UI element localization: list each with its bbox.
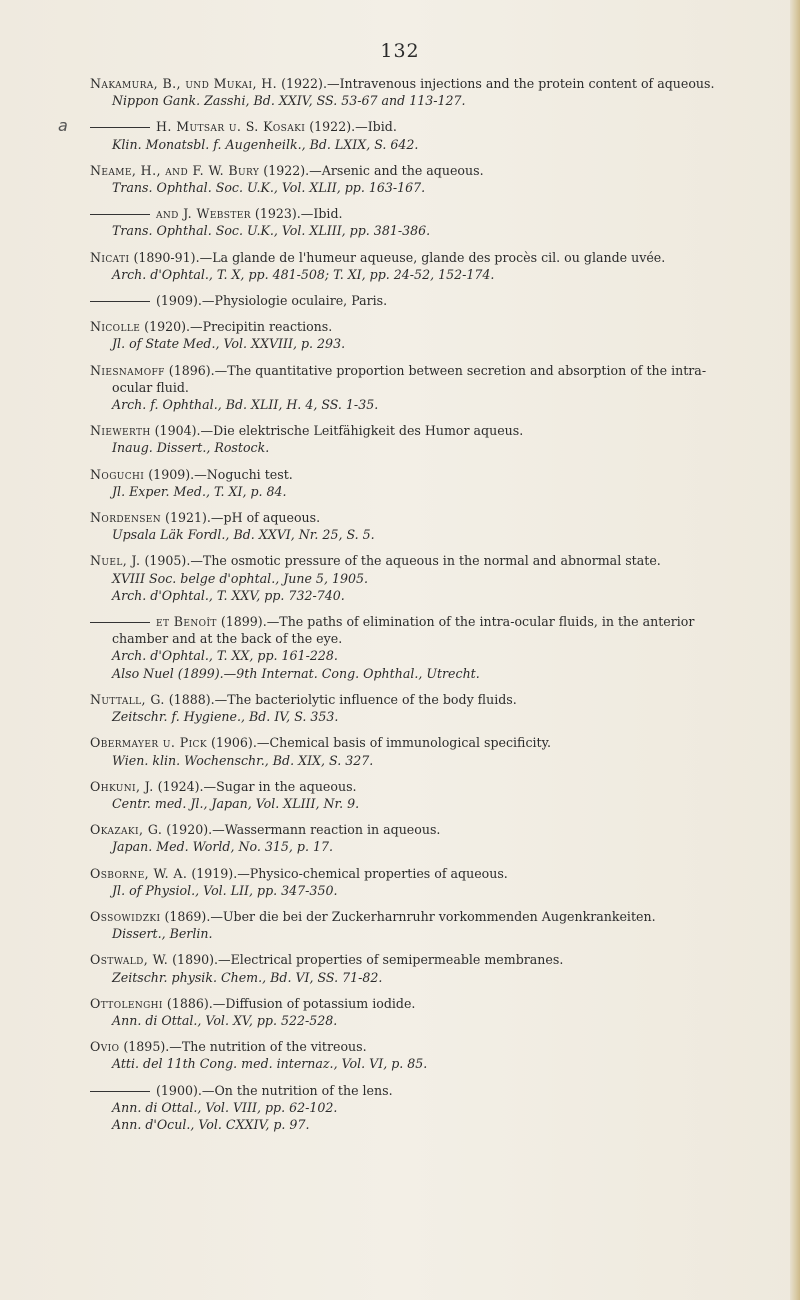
reference-title: (1909).—Physiologie oculaire, Paris. (156, 293, 388, 309)
reference-entry (90, 422, 715, 456)
reference-citation (90, 466, 715, 483)
reference-source: Zeitschr. physik. Chem., Bd. VI, SS. 71-82. (112, 969, 383, 985)
reference-entry (90, 75, 715, 109)
reference-citation (90, 613, 715, 647)
ditto-dash (90, 301, 150, 302)
reference-citation (90, 691, 715, 708)
reference-source: Arch. d'Ophtal., T. X, pp. 481-508; T. XI, pp. 24-52, 152-174. (112, 266, 495, 282)
reference-source: XVIII Soc. belge d'ophtal., June 5, 1905. (112, 570, 369, 586)
reference-entry (90, 292, 715, 309)
reference-citation (90, 205, 715, 222)
reference-entry (90, 362, 715, 414)
reference-author: and J. Webster (156, 206, 251, 222)
reference-author: Nicolle (90, 319, 141, 335)
reference-author: Okazaki, G. (90, 822, 163, 838)
reference-author: Nordensen (90, 510, 162, 526)
page-edge (790, 0, 800, 1300)
reference-citation (90, 951, 715, 968)
ditto-dash (90, 1091, 150, 1092)
reference-entry (90, 951, 715, 985)
reference-citation (90, 75, 715, 92)
reference-entry (90, 778, 715, 812)
reference-citation (90, 1038, 715, 1055)
reference-citation (90, 995, 715, 1012)
reference-author: Nicati (90, 249, 130, 265)
reference-author: Ohkuni, J. (90, 778, 154, 794)
reference-author: Ovio (90, 1039, 120, 1055)
reference-source: Zeitschr. f. Hygiene., Bd. IV, S. 353. (112, 709, 339, 725)
reference-entry (90, 509, 715, 543)
reference-title: (1886).—Diffusion of potassium iodide. (162, 995, 416, 1011)
reference-source: Arch. d'Ophtal., T. XXV, pp. 732-740. (112, 587, 345, 603)
reference-entry (90, 1038, 715, 1072)
reference-citation (90, 292, 715, 309)
reference-entry (90, 821, 715, 855)
reference-entry (90, 162, 715, 196)
reference-citation (90, 865, 715, 882)
reference-author: et Benoît (156, 614, 217, 630)
reference-source: Atti. del 11th Cong. med. internaz., Vol. VI, p. 85. (112, 1056, 428, 1072)
reference-title: (1900).—On the nutrition of the lens. (156, 1082, 393, 1098)
reference-entry (90, 318, 715, 352)
reference-source: Jl. Exper. Med., T. XI, p. 84. (112, 483, 287, 499)
reference-author: Nuttall, G. (90, 691, 165, 707)
reference-title: (1920).—Wassermann reaction in aqueous. (162, 822, 441, 838)
reference-title: (1869).—Uber die bei der Zuckerharnruhr vorkommenden Augenkrankeiten. (160, 908, 656, 924)
reference-citation (90, 318, 715, 335)
ditto-dash (90, 622, 150, 623)
reference-source: Klin. Monatsbl. f. Augenheilk., Bd. LXIX, S. 642. (112, 136, 419, 152)
reference-entry (90, 995, 715, 1029)
reference-entry (90, 118, 715, 152)
reference-citation (90, 908, 715, 925)
reference-title: (1920).—Precipitin reactions. (140, 319, 333, 335)
reference-citation (90, 1082, 715, 1099)
reference-author: Ossowidzki (90, 908, 161, 924)
reference-source: Trans. Ophthal. Soc. U.K., Vol. XLIII, pp. 381-386. (112, 223, 431, 239)
page-number: 132 (380, 40, 420, 62)
reference-entry (90, 691, 715, 725)
reference-entry (90, 466, 715, 500)
reference-title: (1922).—Arsenic and the aqueous. (259, 162, 484, 178)
reference-title: (1919).—Physico-chemical properties of aqueous. (187, 865, 508, 881)
reference-source: Dissert., Berlin. (112, 926, 213, 942)
ditto-dash (90, 127, 150, 128)
reference-source: Wien. klin. Wochenschr., Bd. XIX, S. 327. (112, 752, 374, 768)
reference-source: Arch. f. Ophthal., Bd. XLII, H. 4, SS. 1-35. (112, 397, 379, 413)
reference-source: Ann. di Ottal., Vol. VIII, pp. 62-102. (112, 1099, 338, 1115)
reference-author: Neame, H., and F. W. Bury (90, 162, 260, 178)
reference-citation (90, 734, 715, 751)
reference-source: Nippon Gank. Zasshi, Bd. XXIV, SS. 53-67 and 113-127. (112, 93, 466, 109)
reference-citation (90, 778, 715, 795)
reference-source: Also Nuel (1899).—9th Internat. Cong. Ophthal., Utrecht. (112, 665, 480, 681)
reference-citation (90, 821, 715, 838)
reference-list (90, 75, 715, 1142)
reference-entry (90, 205, 715, 239)
reference-author: Osborne, W. A. (90, 865, 188, 881)
reference-author: Ostwald, W. (90, 952, 169, 968)
reference-title: (1888).—The bacteriolytic influence of the body fluids. (164, 691, 517, 707)
reference-title: (1922).—Intravenous injections and the protein content of aqueous. (277, 76, 715, 91)
reference-title: (1922).—Ibid. (305, 119, 397, 135)
reference-author: H. Mutsar u. S. Kosaki (156, 119, 306, 135)
reference-title: (1924).—Sugar in the aqueous. (153, 778, 357, 794)
reference-source: Trans. Ophthal. Soc. U.K., Vol. XLII, pp. 163-167. (112, 180, 426, 196)
reference-source: Inaug. Dissert., Rostock. (112, 440, 270, 456)
reference-author: Nuel, J. (90, 553, 141, 569)
reference-author: Ottolenghi (90, 995, 163, 1011)
reference-source: Centr. med. Jl., Japan, Vol. XLIII, Nr. 9. (112, 795, 360, 811)
reference-citation (90, 249, 715, 266)
reference-entry (90, 908, 715, 942)
reference-title: (1905).—The osmotic pressure of the aqueous in the normal and abnormal state. (140, 553, 661, 569)
reference-citation (90, 162, 715, 179)
reference-author: Noguchi (90, 466, 145, 482)
reference-author: Obermayer u. Pick (90, 735, 207, 751)
ditto-dash (90, 214, 150, 215)
reference-entry (90, 865, 715, 899)
reference-title: (1906).—Chemical basis of immunological specificity. (206, 735, 552, 751)
reference-title: (1895).—The nutrition of the vitreous. (119, 1039, 367, 1055)
reference-title: (1890-91).—La glande de l'humeur aqueuse, glande des procès cil. ou glande uvée. (129, 249, 666, 265)
reference-title: (1899).—The paths of elimination of the intra-ocular fluids, in the anterior chamber and at the back of the eye. (112, 614, 695, 647)
reference-entry (90, 1082, 715, 1134)
reference-entry (90, 613, 715, 682)
reference-author: Niesnamoff (90, 362, 165, 378)
reference-entry (90, 734, 715, 768)
reference-citation (90, 422, 715, 439)
margin-annotation: a (58, 116, 68, 135)
reference-title: (1896).—The quantitative proportion between secretion and absorption of the intra-ocular fluid. (112, 362, 707, 395)
reference-source: Jl. of State Med., Vol. XXVIII, p. 293. (112, 336, 346, 352)
reference-title: (1904).—Die elektrische Leitfähigkeit des Humor aqueus. (150, 423, 524, 439)
reference-source: Ann. d'Ocul., Vol. CXXIV, p. 97. (112, 1116, 310, 1132)
reference-source: Arch. d'Ophtal., T. XX, pp. 161-228. (112, 648, 338, 664)
reference-citation (90, 509, 715, 526)
reference-title: (1909).—Noguchi test. (144, 466, 293, 482)
reference-title: (1923).—Ibid. (250, 206, 343, 222)
reference-source: Jl. of Physiol., Vol. LII, pp. 347-350. (112, 882, 338, 898)
reference-author: Nakamura, B., und Mukai, H. (90, 76, 278, 91)
reference-source: Upsala Läk Fordl., Bd. XXVI, Nr. 25, S. 5. (112, 527, 375, 543)
reference-entry (90, 552, 715, 604)
reference-citation (90, 118, 715, 135)
reference-citation (90, 362, 715, 396)
reference-title: (1921).—pH of aqueous. (161, 510, 321, 526)
reference-source: Japan. Med. World, No. 315, p. 17. (112, 839, 333, 855)
reference-author: Niewerth (90, 423, 151, 439)
reference-title: (1890).—Electrical properties of semipermeable membranes. (168, 952, 564, 968)
reference-source: Ann. di Ottal., Vol. XV, pp. 522-528. (112, 1012, 338, 1028)
reference-entry (90, 249, 715, 283)
reference-citation (90, 552, 715, 569)
